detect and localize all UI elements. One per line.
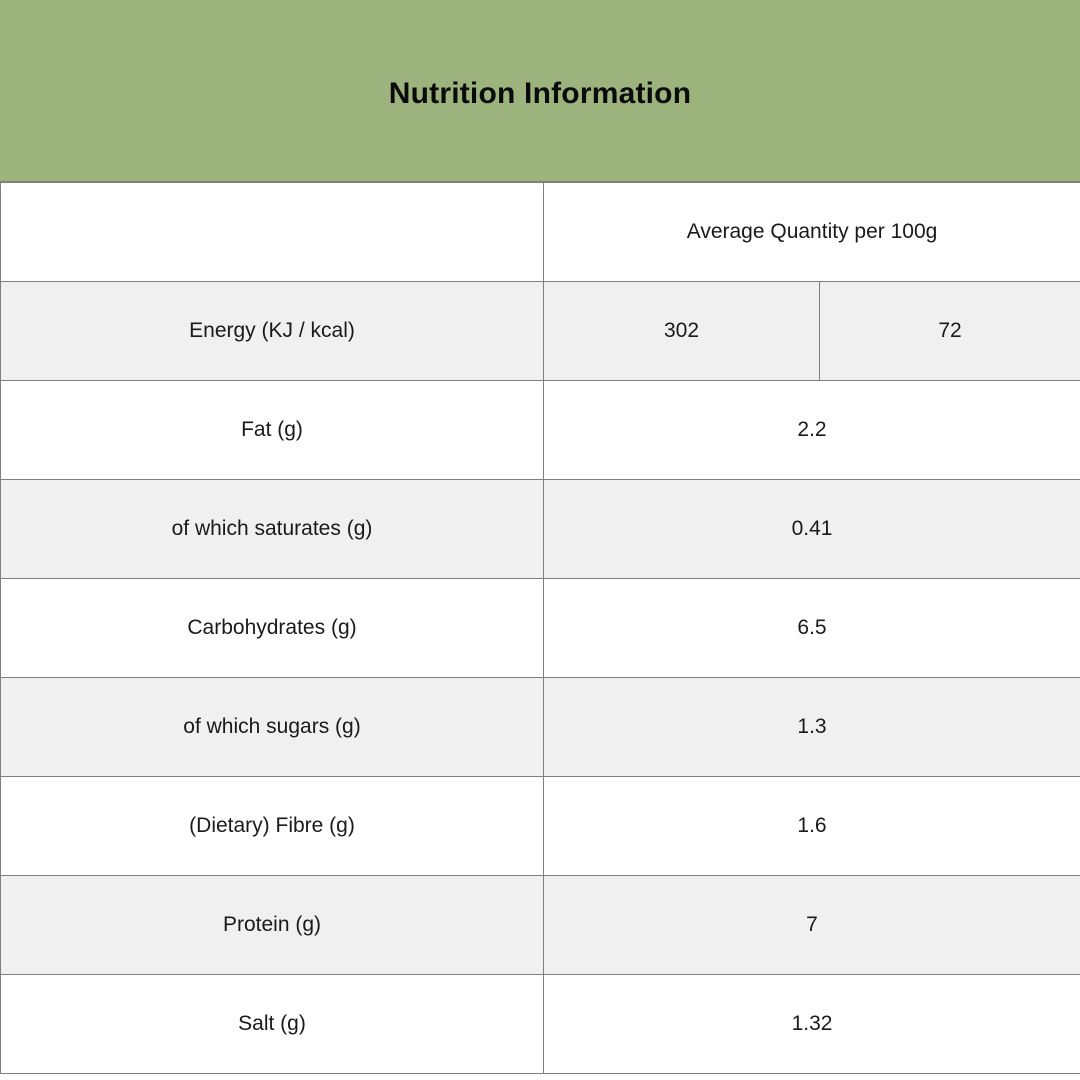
row-value-protein: 7 <box>544 876 1080 975</box>
table-header-row <box>1 183 1080 282</box>
table-row <box>1 876 1080 975</box>
column-header-nutrient <box>1 183 544 282</box>
row-label-sugars: of which sugars (g) <box>1 678 544 777</box>
row-label-fibre: (Dietary) Fibre (g) <box>1 777 544 876</box>
row-value-saturates: 0.41 <box>544 480 1080 579</box>
table-row <box>1 282 1080 381</box>
table-row <box>1 975 1080 1074</box>
row-label-fat: Fat (g) <box>1 381 544 480</box>
row-value-fat: 2.2 <box>544 381 1080 480</box>
row-label-protein: Protein (g) <box>1 876 544 975</box>
row-label-carbohydrates: Carbohydrates (g) <box>1 579 544 678</box>
table-row <box>1 480 1080 579</box>
nutrition-table <box>0 182 1080 1074</box>
row-value-energy-kj: 302 <box>544 282 820 381</box>
table-row <box>1 678 1080 777</box>
row-value-salt: 1.32 <box>544 975 1080 1074</box>
column-header-average-quantity: Average Quantity per 100g <box>544 183 1080 282</box>
table-row <box>1 579 1080 678</box>
row-value-fibre: 1.6 <box>544 777 1080 876</box>
row-label-salt: Salt (g) <box>1 975 544 1074</box>
table-row <box>1 777 1080 876</box>
row-value-carbohydrates: 6.5 <box>544 579 1080 678</box>
row-value-energy-kcal: 72 <box>820 282 1080 381</box>
nutrition-header-banner <box>0 0 1080 182</box>
row-label-saturates: of which saturates (g) <box>1 480 544 579</box>
row-label-energy: Energy (KJ / kcal) <box>1 282 544 381</box>
table-row <box>1 381 1080 480</box>
row-value-sugars: 1.3 <box>544 678 1080 777</box>
page-title: Nutrition Information <box>388 76 692 110</box>
